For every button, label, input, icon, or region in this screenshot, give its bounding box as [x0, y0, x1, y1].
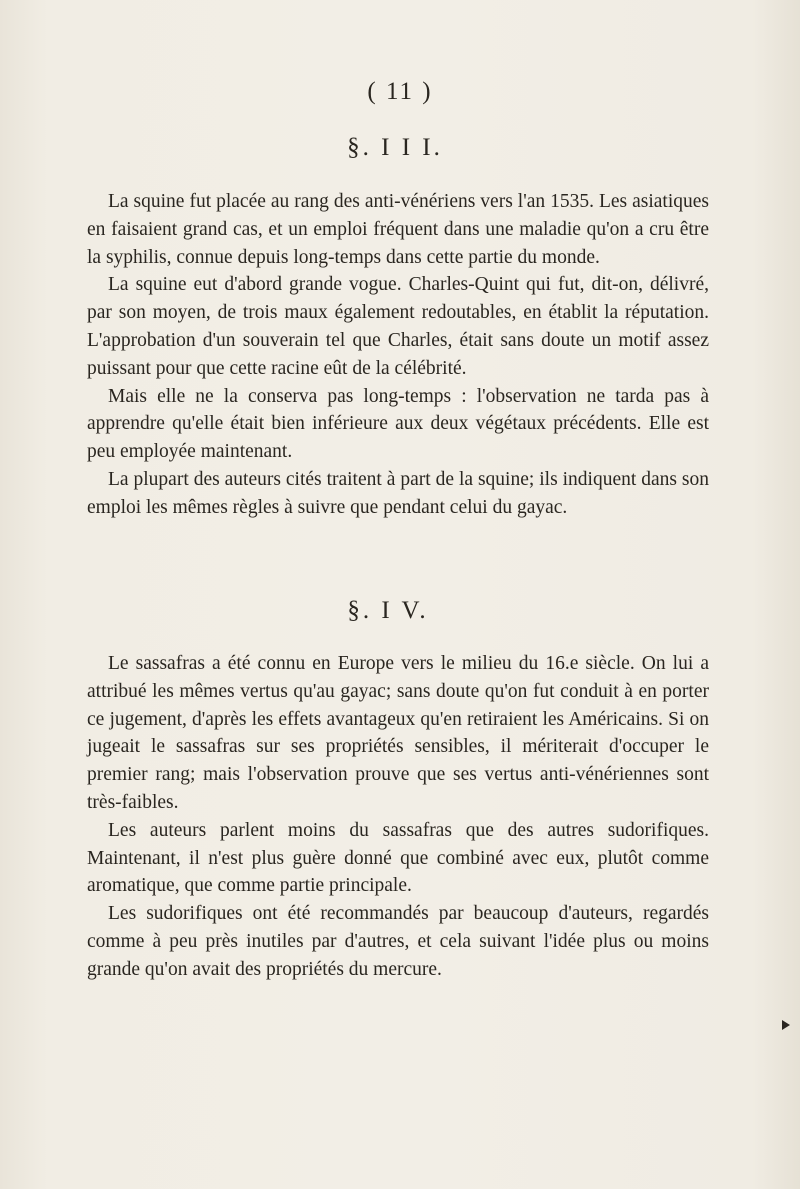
paragraph: La plupart des auteurs cités traitent à part de la squine; ils indiquent dans son emploi les mêmes règles à suivre que pendant celui du gayac. [87, 468, 709, 518]
section-heading-4: §. I V. [347, 597, 429, 624]
paragraph: La squine fut placée au rang des anti-vénériens vers l'an 1535. Les asiatiques en faisaient grand cas, et un emploi fréquent dans une maladie qu'on a cru être la syphilis, connue depuis long-temps dans cette partie du monde. [87, 191, 709, 268]
margin-arrow-icon [782, 1020, 790, 1030]
paragraph: La squine eut d'abord grande vogue. Charles-Quint qui fut, dit-on, délivré, par son moyen, de trois maux également redoutables, en établit la réputation. L'approbation d'un souverain tel que Charles, était sans doute un motif assez puissant pour que cette racine eût de la célébrité. [87, 274, 709, 379]
paragraph: Le sassafras a été connu en Europe vers le milieu du 16.e siècle. On lui a attribué les mêmes vertus qu'au gayac; sans doute qu'on fut conduit à en porter ce jugement, d'après les effets avantageux qu'en retiraient les Américains. Si on jugeait le sassafras sur ses propriétés sensibles, il mériterait d'occuper le premier rang; mais l'observation prouve que ses vertus anti-vénériennes sont très-faibles. [87, 653, 709, 813]
section-heading-3: §. I I I. [347, 134, 443, 161]
section-3-body [87, 188, 709, 522]
paragraph: Les auteurs parlent moins du sassafras que des autres sudorifiques. Maintenant, il n'est plus guère donné que combiné avec eux, plutôt comme aromatique, que comme partie principale. [87, 819, 709, 897]
paragraph: Les sudorifiques ont été recommandés par beaucoup d'auteurs, regardés comme à peu près inutiles par d'autres, et cela suivant l'idée plus ou moins grande qu'on avait des propriétés du mercure. [87, 903, 709, 980]
paragraph: Mais elle ne la conserva pas long-temps : l'observation ne tarda pas à apprendre qu'elle était bien inférieure aux deux végétaux précédents. Elle est peu employée maintenant. [87, 385, 709, 463]
page-number: ( 11 ) [367, 78, 433, 105]
section-4-body [87, 650, 709, 984]
